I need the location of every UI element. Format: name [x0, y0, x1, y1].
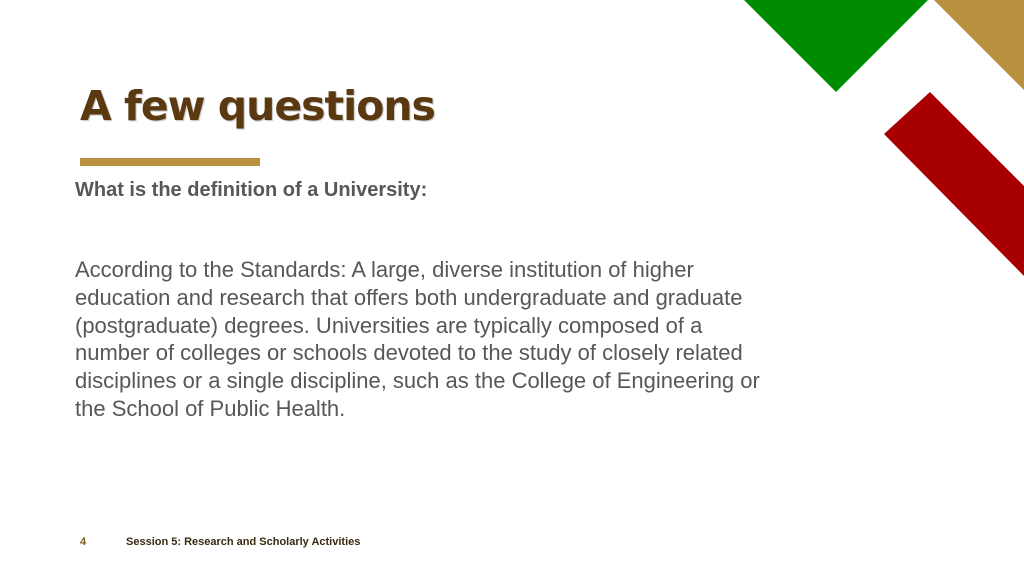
body-line: (postgraduate) degrees. Universities are typically composed of a: [75, 312, 703, 338]
body-line: According to the Standards: A large, diverse institution of higher: [75, 257, 694, 282]
footer-session-label: Session 5: Research and Scholarly Activities: [126, 536, 361, 548]
body-line: disciplines or a single discipline, such as the College of Engineering or: [75, 368, 760, 394]
gold-triangle-decoration: [934, 0, 1024, 90]
title-underline: [80, 158, 260, 166]
body-line: number of colleges or schools devoted to the study of closely related: [75, 340, 743, 366]
red-band-decoration: [884, 92, 1024, 276]
green-triangle-decoration: [744, 0, 928, 92]
slide-number: 4: [80, 536, 87, 548]
question-heading: What is the definition of a University:: [75, 179, 428, 201]
definition-paragraph: [75, 256, 905, 423]
body-line: education and research that offers both undergraduate and graduate: [75, 284, 743, 310]
slide-title: A few questions: [80, 82, 435, 130]
body-line: the School of Public Health.: [75, 395, 346, 421]
